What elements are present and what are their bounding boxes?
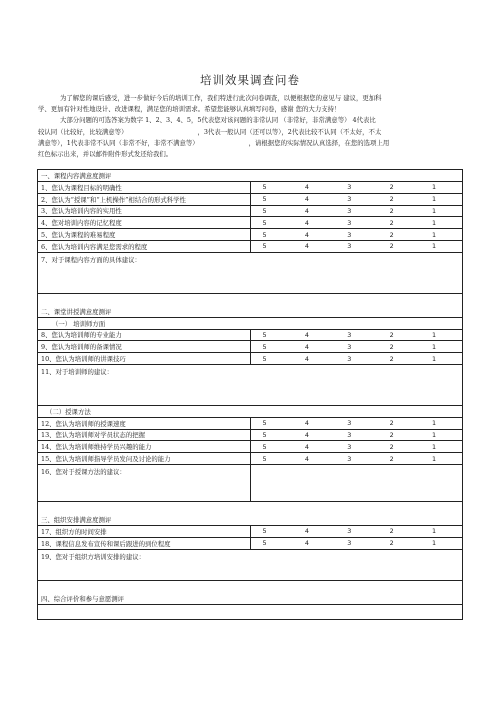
rating-option[interactable]: 1 — [431, 419, 437, 428]
rating-option[interactable]: 1 — [431, 454, 437, 463]
rating-cell[interactable] — [250, 240, 463, 252]
rating-option[interactable]: 4 — [304, 183, 309, 192]
rating-cell[interactable] — [250, 193, 463, 205]
page-title: 培训效果调查问卷 — [200, 73, 300, 87]
rating-option[interactable]: 4 — [304, 206, 309, 215]
subsection-title: （二）授课方法 — [38, 405, 463, 417]
question-label: 4、您对培训内容的记忆程度 — [38, 217, 251, 229]
rating-option[interactable]: 3 — [347, 230, 352, 239]
rating-option[interactable]: 2 — [389, 242, 394, 251]
section-title: 一、课程内容满意度测评 — [38, 170, 463, 182]
rating-option[interactable]: 4 — [304, 342, 309, 351]
rating-option[interactable]: 1 — [431, 539, 437, 548]
question-label: 2、您认为“授课”和“上机操作”相结合的形式科学性 — [38, 193, 251, 205]
rating-option[interactable]: 1 — [431, 527, 437, 536]
rating-option[interactable]: 1 — [431, 195, 437, 204]
rating-option[interactable]: 2 — [389, 354, 394, 363]
section-title: 二、课堂讲授满意度测评 — [38, 306, 463, 318]
rating-cell[interactable] — [250, 353, 463, 365]
rating-option[interactable]: 1 — [431, 206, 437, 215]
rating-option[interactable]: 3 — [347, 527, 352, 536]
rating-option[interactable]: 5 — [262, 419, 267, 428]
spacer-row — [38, 501, 463, 514]
rating-option[interactable]: 2 — [389, 442, 394, 451]
question-row[interactable] — [38, 193, 463, 205]
question-label: 14、您认为培训师维持学员兴趣的能力 — [38, 441, 251, 453]
rating-option[interactable]: 5 — [262, 230, 267, 239]
rating-option[interactable]: 2 — [389, 419, 394, 428]
rating-option[interactable]: 4 — [304, 354, 309, 363]
question-row[interactable] — [38, 341, 463, 353]
rating-option[interactable]: 1 — [431, 442, 437, 451]
question-row[interactable] — [38, 353, 463, 365]
rating-option[interactable]: 5 — [262, 242, 267, 251]
rating-option[interactable]: 1 — [431, 183, 437, 192]
question-label: 18、课程信息发布宣传和课后跟进的到位程度 — [38, 537, 251, 549]
rating-option[interactable]: 4 — [304, 454, 309, 463]
question-row[interactable] — [38, 525, 463, 537]
rating-option[interactable]: 3 — [347, 430, 352, 439]
intro-line: 红色标示出来，并以邮件附件形式发还给我们。 — [38, 150, 173, 159]
question-row[interactable] — [38, 205, 463, 217]
intro-paragraph — [38, 93, 463, 160]
rating-option[interactable]: 3 — [347, 206, 352, 215]
rating-option[interactable]: 3 — [347, 354, 352, 363]
question-row[interactable] — [38, 537, 463, 549]
rating-option[interactable]: 1 — [431, 342, 437, 351]
rating-option[interactable]: 5 — [262, 330, 267, 339]
question-row[interactable] — [38, 429, 463, 441]
rating-option[interactable]: 2 — [389, 539, 394, 548]
rating-option[interactable]: 2 — [389, 454, 394, 463]
question-row[interactable] — [38, 329, 463, 341]
intro-line: 学、更加有针对性地设计、改进课程，满足您的培训需求。希望您能够认真填写问卷，感谢 您的大力支持！ — [38, 105, 341, 114]
rating-option[interactable]: 5 — [262, 430, 267, 439]
question-label: 12、您认为培训师的授课速度 — [38, 417, 251, 429]
question-label: 1、您认为课程目标的明确性 — [38, 182, 251, 194]
rating-cell[interactable] — [250, 229, 463, 241]
rating-option[interactable]: 4 — [304, 527, 309, 536]
rating-option[interactable]: 5 — [262, 206, 267, 215]
rating-option[interactable]: 2 — [389, 430, 394, 439]
rating-option[interactable]: 3 — [347, 419, 352, 428]
rating-option[interactable]: 2 — [389, 527, 394, 536]
rating-option[interactable]: 3 — [347, 330, 352, 339]
question-label: 8、您认为培训师的专业能力 — [38, 329, 251, 341]
rating-option[interactable]: 4 — [304, 442, 309, 451]
rating-option[interactable]: 2 — [389, 230, 394, 239]
rating-option[interactable]: 5 — [262, 354, 267, 363]
rating-option[interactable]: 3 — [347, 218, 352, 227]
rating-cell[interactable] — [250, 441, 463, 453]
rating-cell[interactable] — [250, 217, 463, 229]
question-label: 5、您认为课程的难易程度 — [38, 229, 251, 241]
suggestion-field[interactable]: 7、对于课程内容方面的具体建议： — [38, 252, 463, 293]
rating-cell[interactable] — [250, 329, 463, 341]
rating-option[interactable]: 4 — [304, 242, 309, 251]
rating-option[interactable]: 3 — [347, 195, 352, 204]
rating-cell[interactable] — [250, 525, 463, 537]
intro-line-part: ，3代表一般认同（还可以等），2代表比较不认同（不太好，不太 — [197, 127, 382, 136]
question-row[interactable] — [38, 217, 463, 229]
rating-cell[interactable] — [250, 537, 463, 549]
question-label: 17、组织方的时间安排 — [38, 525, 251, 537]
section-body — [38, 604, 463, 619]
rating-option[interactable]: 4 — [304, 419, 309, 428]
question-label: 6、您认为培训内容满足您需求的程度 — [38, 240, 251, 252]
rating-cell[interactable] — [250, 182, 463, 194]
intro-line: 大部分问题的可选答案为数字 1、2、3、4、5，5代表您对该问题的非常认同 （非常好，非常满意等） 4代表比 — [60, 116, 376, 125]
intro-line — [38, 138, 463, 149]
rating-option[interactable]: 3 — [347, 242, 352, 251]
rating-option[interactable]: 5 — [262, 454, 267, 463]
intro-line-part: ，请根据您的实际情况认真选择，在您的选项上用 — [248, 138, 390, 147]
rating-cell[interactable] — [250, 341, 463, 353]
rating-option[interactable]: 4 — [304, 539, 309, 548]
rating-option[interactable]: 3 — [347, 183, 352, 192]
rating-option[interactable]: 1 — [431, 230, 437, 239]
rating-option[interactable]: 5 — [262, 527, 267, 536]
question-label: 9、您认为培训师的备课情况 — [38, 341, 251, 353]
intro-line-part: 满意等），1代表非常不认同（非常不好，非常不满意等） — [38, 138, 199, 147]
rating-option[interactable]: 2 — [389, 195, 394, 204]
question-row[interactable] — [38, 229, 463, 241]
rating-cell[interactable] — [250, 429, 463, 441]
rating-option[interactable]: 4 — [304, 218, 309, 227]
rating-option[interactable]: 1 — [431, 354, 437, 363]
question-label: 3、您认为培训内容的实用性 — [38, 205, 251, 217]
suggestion-field[interactable]: 11、对于培训师的建议： — [38, 364, 463, 405]
question-row[interactable] — [38, 453, 463, 465]
rating-option[interactable]: 5 — [262, 195, 267, 204]
rating-option[interactable]: 3 — [347, 539, 352, 548]
section-title: 三、组织安排满意度测评 — [38, 514, 463, 526]
rating-option[interactable]: 3 — [347, 342, 352, 351]
rating-option[interactable]: 2 — [389, 330, 394, 339]
rating-option[interactable]: 4 — [304, 195, 309, 204]
spacer-row — [38, 580, 463, 593]
subsection-title: （一） 培训师方面 — [38, 317, 463, 329]
suggestion-field[interactable]: 19、您对于组织方培训安排的建议： — [38, 549, 463, 580]
question-row[interactable] — [38, 441, 463, 453]
rating-option[interactable]: 3 — [347, 454, 352, 463]
question-row[interactable] — [38, 417, 463, 429]
rating-option[interactable]: 2 — [389, 183, 394, 192]
rating-cell[interactable] — [250, 205, 463, 217]
rating-option[interactable]: 3 — [347, 442, 352, 451]
rating-cell[interactable] — [250, 453, 463, 465]
intro-line — [38, 127, 463, 138]
section-title: 四、综合评价和参与意愿测评 — [38, 593, 463, 605]
intro-line: 为了解您的课后感受，进一步做好今后的培训工作，我们特进行此次问卷调查，以便根据您的意见与 建议，更加科 — [60, 94, 382, 102]
rating-option[interactable]: 5 — [262, 342, 267, 351]
spacer-row — [38, 293, 463, 306]
rating-option[interactable]: 5 — [262, 183, 267, 192]
rating-option[interactable]: 5 — [262, 442, 267, 451]
rating-option[interactable]: 2 — [389, 206, 394, 215]
rating-option[interactable]: 2 — [389, 342, 394, 351]
rating-option[interactable]: 1 — [431, 242, 437, 251]
rating-option[interactable]: 1 — [431, 430, 437, 439]
question-label: 10、您认为培训师的讲课技巧 — [38, 353, 251, 365]
suggestion-field-extra[interactable] — [250, 464, 463, 501]
suggestion-field[interactable]: 16、您对于授课方法的建议： — [38, 464, 251, 501]
rating-option[interactable]: 4 — [304, 330, 309, 339]
rating-option[interactable]: 5 — [262, 539, 267, 548]
rating-option[interactable]: 4 — [304, 230, 309, 239]
survey-table — [37, 169, 463, 620]
rating-option[interactable]: 4 — [304, 430, 309, 439]
rating-option[interactable]: 2 — [389, 218, 394, 227]
question-row[interactable] — [38, 240, 463, 252]
rating-option[interactable]: 1 — [431, 218, 437, 227]
rating-cell[interactable] — [250, 417, 463, 429]
rating-option[interactable]: 5 — [262, 218, 267, 227]
rating-option[interactable]: 1 — [431, 330, 437, 339]
question-label: 13、您认为培训师对学员状态的把握 — [38, 429, 251, 441]
question-label: 15、您认为培训师指导学员发问及讨论的能力 — [38, 453, 251, 465]
intro-line-part: 较认同（比较好，比较满意等） — [38, 127, 128, 136]
question-row[interactable] — [38, 182, 463, 194]
